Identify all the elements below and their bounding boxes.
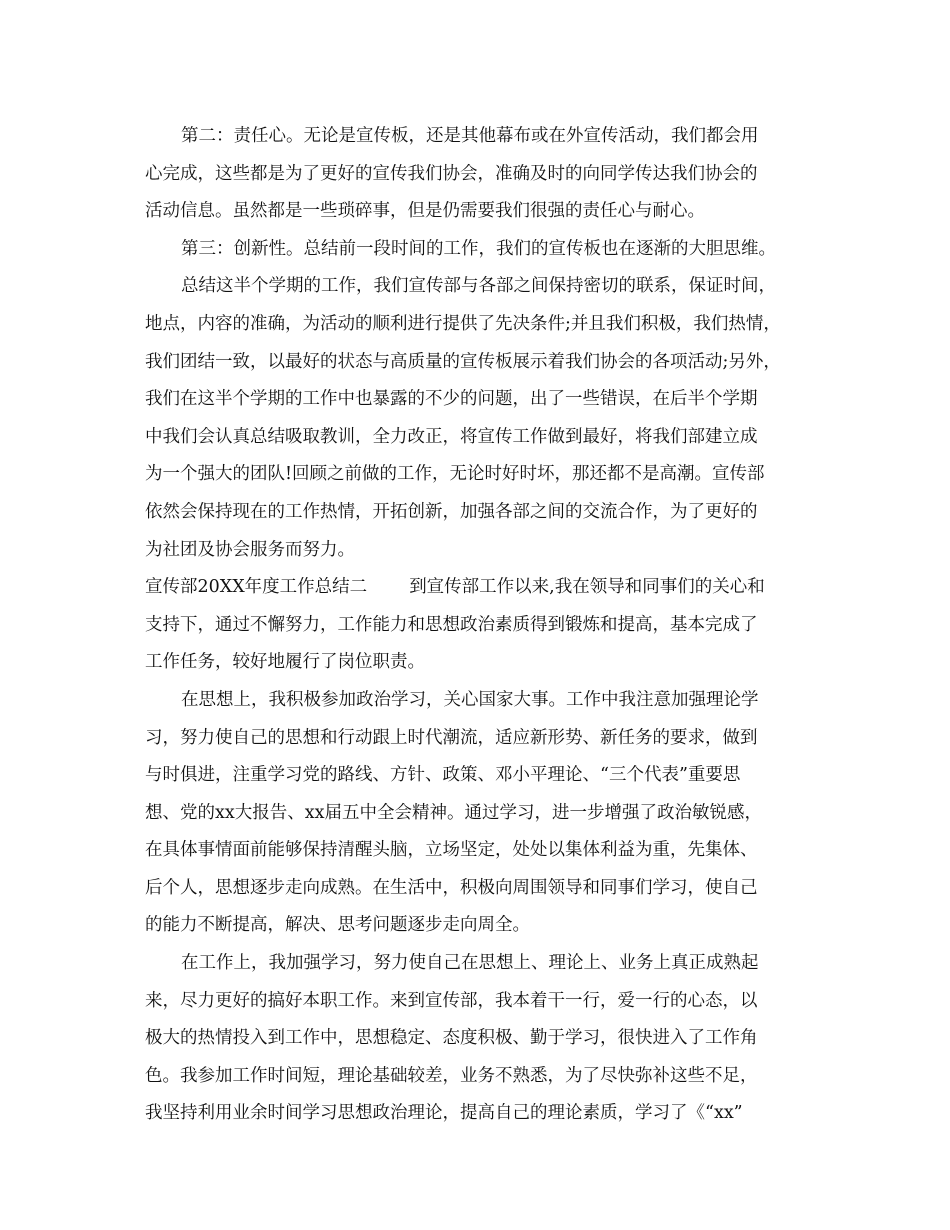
text-line: 心完成，这些都是为了更好的宣传我们协会，准确及时的向同学传达我们协会的 bbox=[145, 163, 758, 184]
text-line: 我们团结一致，以最好的状态与高质量的宣传板展示着我们协会的各项活动;另外， bbox=[145, 351, 781, 372]
text-line: 色。我参加工作时间短，理论基础较差，业务不熟悉，为了尽快弥补这些不足， bbox=[145, 1065, 758, 1086]
text-line: 地点，内容的准确，为活动的顺利进行提供了先决条件;并且我们积极，我们热情， bbox=[145, 313, 781, 334]
heading-line-text: 到宣传部工作以来,我在领导和同事们的关心和 bbox=[409, 577, 765, 598]
text-line: 中我们会认真总结吸取教训，全力改正，将宣传工作做到最好，将我们部建立成 bbox=[145, 426, 758, 447]
text-line: 为社团及协会服务而努力。 bbox=[145, 539, 355, 560]
text-line: 后个人，思想逐步走向成熟。在生活中，积极向周围领导和同事们学习，使自己 bbox=[145, 877, 758, 898]
text-line: 我们在这半个学期的工作中也暴露的不少的问题，出了一些错误，在后半个学期 bbox=[145, 389, 758, 410]
text-line: 支持下，通过不懈努力，工作能力和思想政治素质得到锻炼和提高，基本完成了 bbox=[145, 614, 758, 635]
text-line: 与时俱进，注重学习党的路线、方针、政策、邓小平理论、“三个代表”重要思 bbox=[145, 765, 741, 786]
text-line: 第二：责任心。无论是宣传板，还是其他幕布或在外宣传活动，我们都会用 bbox=[181, 126, 759, 146]
document-body bbox=[145, 118, 815, 1133]
text-line: 极大的热情投入到工作中，思想稳定、态度积极、勤于学习，很快进入了工作角 bbox=[145, 1028, 758, 1049]
text-line: 在工作上，我加强学习，努力使自己在思想上、理论上、业务上真正成熟起 bbox=[181, 953, 759, 974]
text-line: 第三：创新性。总结前一段时间的工作，我们的宣传板也在逐渐的大胆思维。 bbox=[181, 238, 776, 259]
paragraph-block-1 bbox=[145, 118, 815, 569]
text-line: 来，尽力更好的搞好本职工作。来到宣传部，我本着干一行，爱一行的心态，以 bbox=[145, 990, 758, 1011]
text-line: 活动信息。虽然都是一些琐碎事，但是仍需要我们很强的责任心与耐心。 bbox=[145, 201, 705, 222]
paragraph-block-2 bbox=[145, 607, 815, 1133]
text-line: 在具体事情面前能够保持清醒头脑，立场坚定，处处以集体利益为重，先集体、 bbox=[145, 840, 758, 861]
section-title: 宣传部20XX年度工作总结二 bbox=[145, 577, 368, 598]
text-line: 依然会保持现在的工作热情，开拓创新，加强各部之间的交流合作，为了更好的 bbox=[145, 501, 758, 522]
text-line: 在思想上，我积极参加政治学习，关心国家大事。工作中我注意加强理论学 bbox=[181, 689, 759, 710]
text-line: 为一个强大的团队!回顾之前做的工作，无论时好时坏，那还都不是高潮。宣传部 bbox=[145, 464, 765, 485]
text-line: 总结这半个学期的工作，我们宣传部与各部之间保持密切的联系，保证时间， bbox=[181, 276, 776, 297]
text-line: 习，努力使自己的思想和行动跟上时代潮流，适应新形势、新任务的要求，做到 bbox=[145, 727, 758, 748]
heading-line bbox=[145, 569, 815, 607]
text-line: 工作任务，较好地履行了岗位职责。 bbox=[145, 652, 425, 673]
text-line: 的能力不断提高，解决、思考问题逐步走向周全。 bbox=[145, 915, 530, 936]
text-line: 想、党的xx大报告、xx届五中全会精神。通过学习，进一步增强了政治敏锐感， bbox=[145, 802, 762, 823]
text-line: 我坚持利用业余时间学习思想政治理论，提高自己的理论素质，学习了《“xx” bbox=[145, 1103, 743, 1124]
